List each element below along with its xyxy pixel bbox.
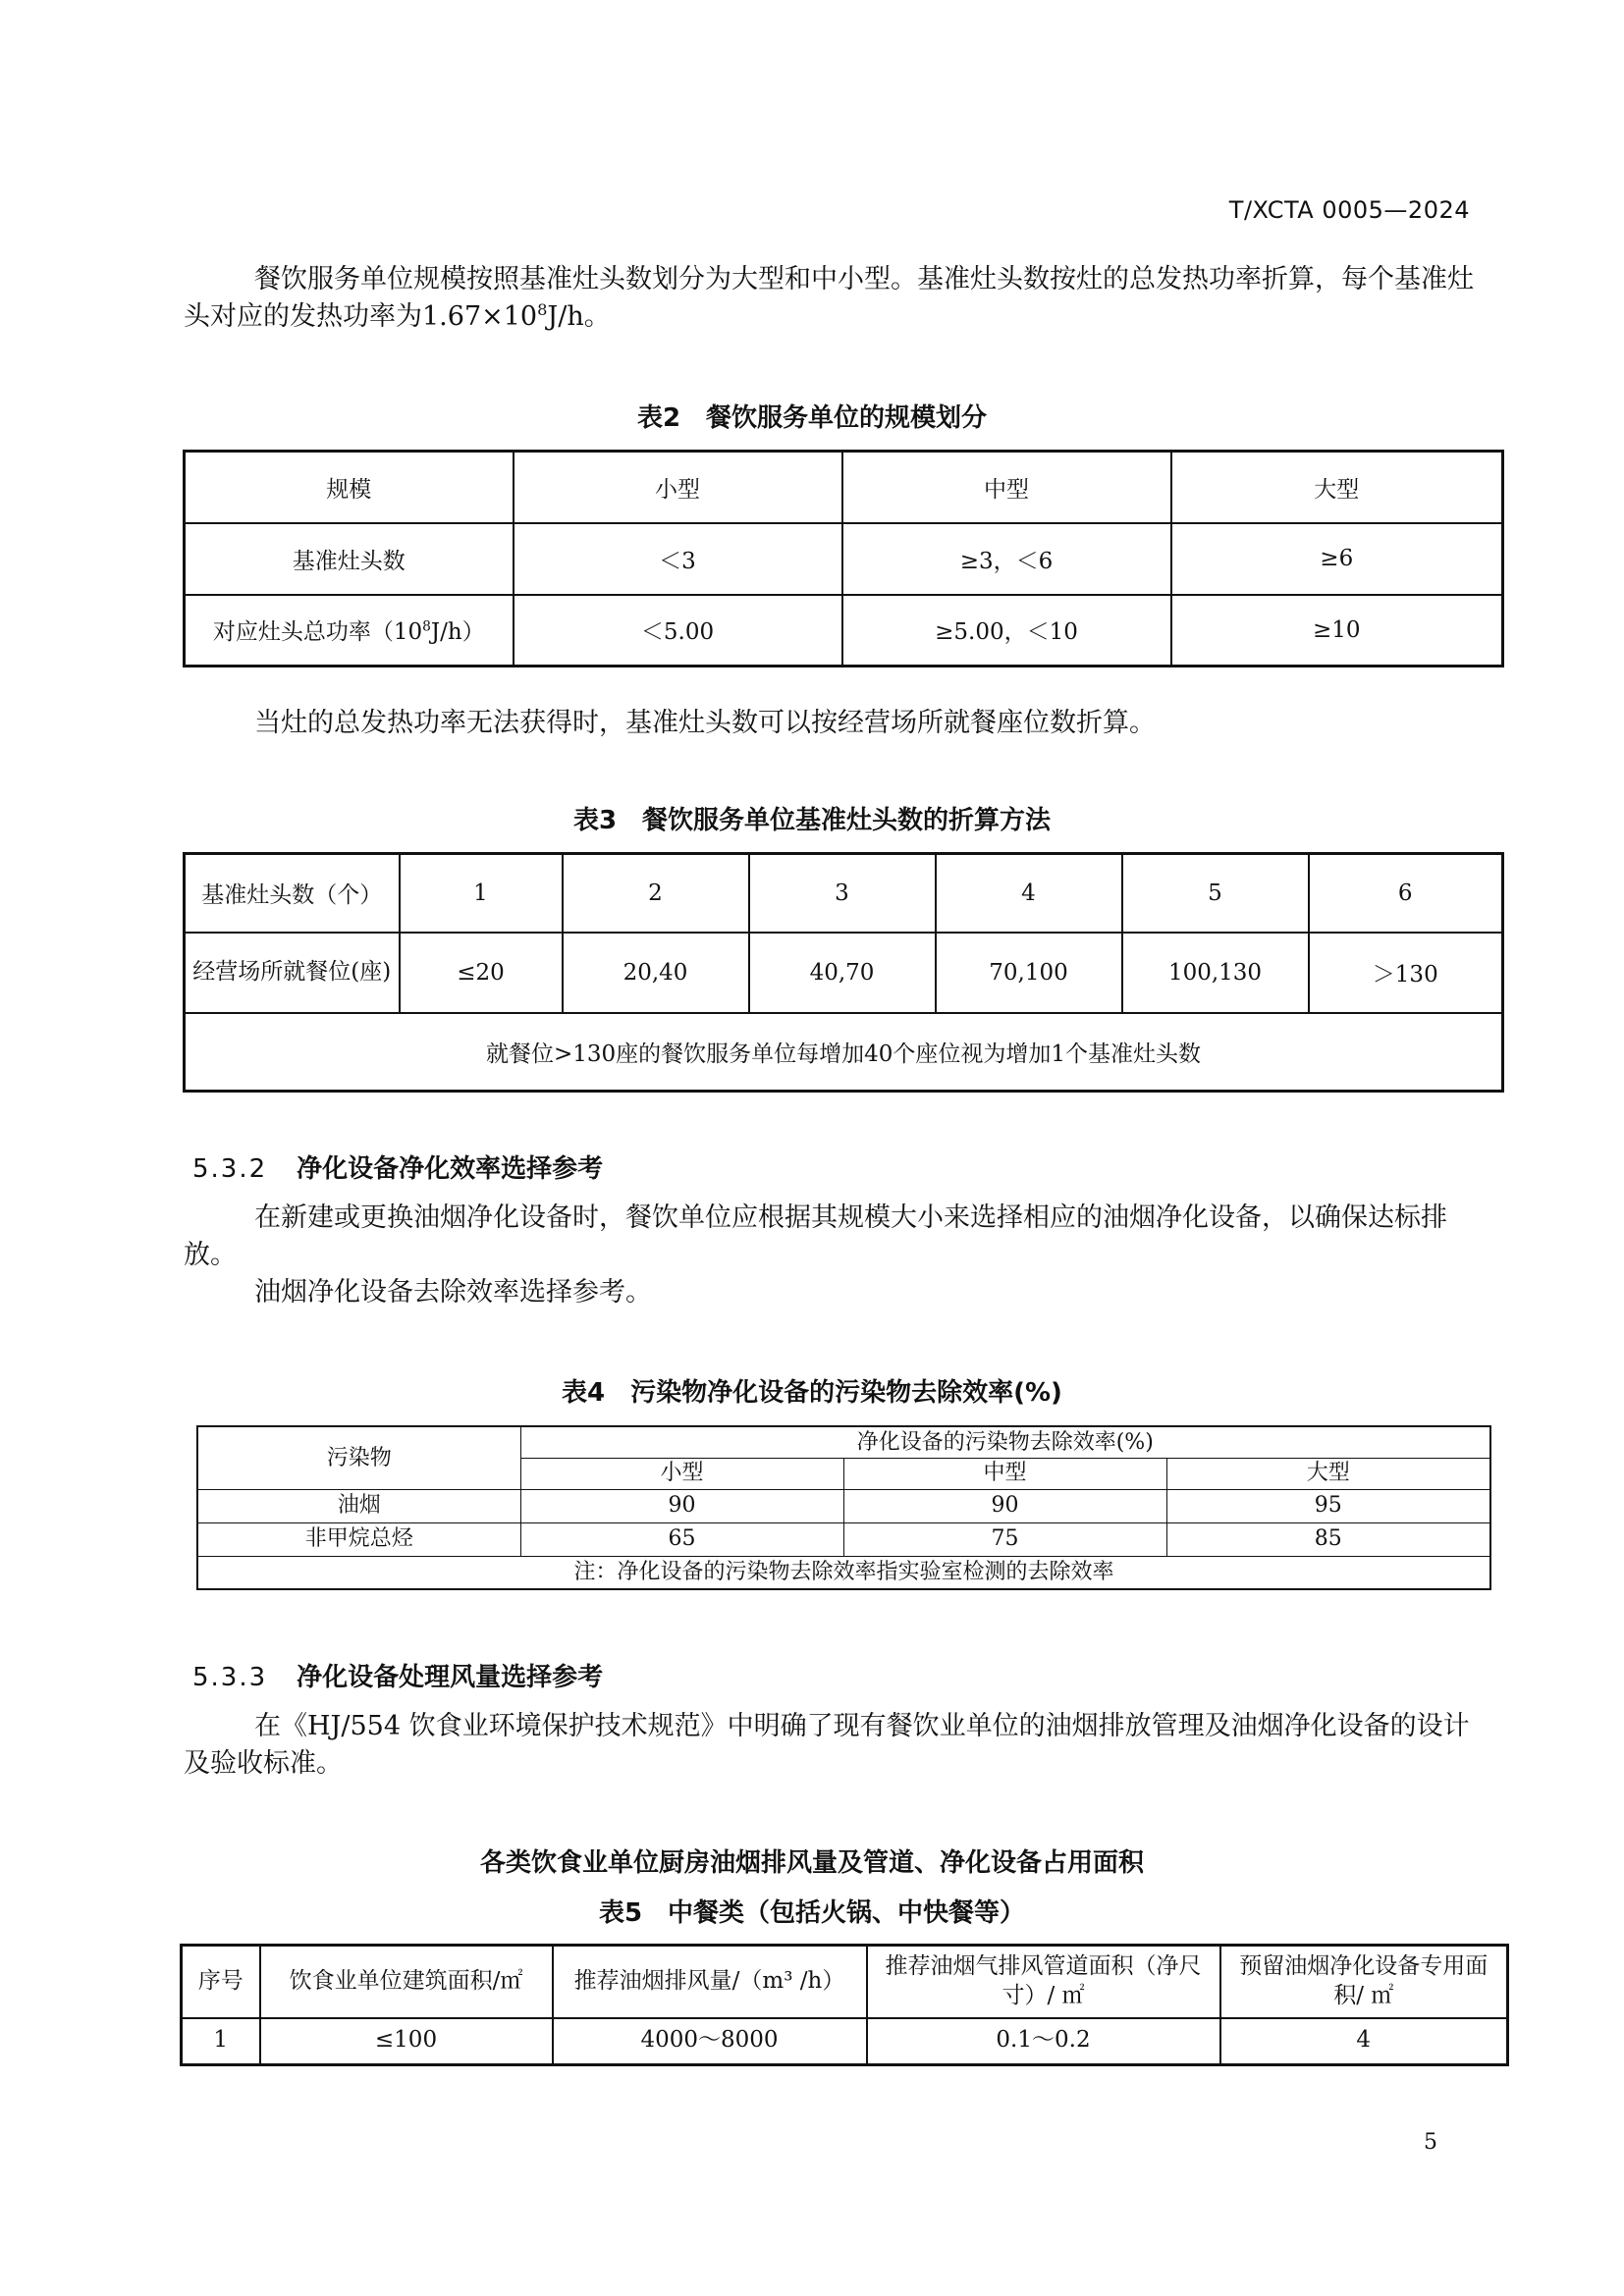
table-cell: ＜5.00 xyxy=(514,595,842,667)
table-cell: 20,40 xyxy=(563,933,749,1013)
table-header-cell: 序号 xyxy=(182,1946,260,2018)
table-header-cell: 污染物 xyxy=(197,1426,520,1489)
table-cell: 90 xyxy=(843,1489,1166,1522)
table-note: 注：净化设备的污染物去除效率指实验室检测的去除效率 xyxy=(197,1556,1490,1589)
table-cell: 40,70 xyxy=(749,933,936,1013)
table-cell: 油烟 xyxy=(197,1489,520,1522)
table-row xyxy=(182,2018,1508,2065)
table-header-cell: 大型 xyxy=(1166,1458,1490,1489)
table-cell: 85 xyxy=(1166,1522,1490,1556)
table-cell: 6 xyxy=(1309,854,1503,933)
table2 xyxy=(183,450,1504,667)
table-cell: 2 xyxy=(563,854,749,933)
table-header-row xyxy=(182,1946,1508,2018)
table2-header-row xyxy=(185,452,1503,523)
table-cell: 95 xyxy=(1166,1489,1490,1522)
table-header-cell: 大型 xyxy=(1171,452,1503,523)
table-cell: 基准灶头数（个） xyxy=(185,854,400,933)
table-cell: 0.1～0.2 xyxy=(867,2018,1220,2065)
table5 xyxy=(180,1944,1509,2066)
table-cell: 对应灶头总功率$(10^8J/h)$ xyxy=(185,595,514,667)
table-cell: 4 xyxy=(936,854,1122,933)
table-header-cell: 小型 xyxy=(514,452,842,523)
page-number: 5 xyxy=(1424,2130,1437,2155)
table-header-cell: 小型 xyxy=(520,1458,843,1489)
table-cell: 基准灶头数 xyxy=(185,523,514,595)
table-header-cell: 推荐油烟排风量/（m³ /h） xyxy=(553,1946,867,2018)
conversion-paragraph: 当灶的总发热功率无法获得时，基准灶头数可以按经营场所就餐座位数折算。 xyxy=(254,708,1156,738)
table4-caption: 表4 污染物净化设备的污染物去除效率(%) xyxy=(562,1378,1062,1408)
table-header-row xyxy=(197,1426,1490,1458)
table-header-cell: 中型 xyxy=(843,1458,1166,1489)
table-cell: 70,100 xyxy=(936,933,1122,1013)
table-cell: 3 xyxy=(749,854,936,933)
table-cell: 1 xyxy=(182,2018,260,2065)
table-cell: 100,130 xyxy=(1122,933,1309,1013)
table-row xyxy=(197,1489,1490,1522)
table-cell: ＜3 xyxy=(514,523,842,595)
table-cell: ≥5.00，＜10 xyxy=(842,595,1171,667)
table-cell: 1 xyxy=(400,854,563,933)
table-note-row xyxy=(185,1013,1503,1092)
table-cell: ≥3，＜6 xyxy=(842,523,1171,595)
table-row xyxy=(197,1522,1490,1556)
table-cell: ≤20 xyxy=(400,933,563,1013)
table-cell: ≥10 xyxy=(1171,595,1503,667)
table-note: 就餐位>130座的餐饮服务单位每增加40个座位视为增加1个基准灶头数 xyxy=(185,1013,1503,1092)
table-header-cell: 预留油烟净化设备专用面积/ ㎡ xyxy=(1220,1946,1508,2018)
table-cell: 4 xyxy=(1220,2018,1508,2065)
table-row xyxy=(185,933,1503,1013)
table-cell: ≤100 xyxy=(260,2018,553,2065)
section-5-3-3-paragraph: 在《HJ/554 饮食业环境保护技术规范》中明确了现有餐饮业单位的油烟排放管理及油烟净化设备的设计及验收标准。 xyxy=(184,1711,1470,1779)
table-cell: ≥6 xyxy=(1171,523,1503,595)
table-header-cell: 规模 xyxy=(185,452,514,523)
table5-caption: 表5 中餐类（包括火锅、中快餐等） xyxy=(598,1898,1026,1928)
section-5-3-2-paragraph: 在新建或更换油烟净化设备时，餐饮单位应根据其规模大小来选择相应的油烟净化设备，以确保达标排放。 xyxy=(184,1202,1447,1270)
standard-number: T/XCTA 0005—2024 xyxy=(1228,196,1470,224)
intro-paragraph: 餐饮服务单位规模按照基准灶头数划分为大型和中小型。基准灶头数按灶的总发热功率折算，每个基准灶头对应的发热功率为$1.67\times 10^8J/h$。 xyxy=(184,264,1474,332)
table-cell: 90 xyxy=(520,1489,843,1522)
section-heading-5-3-3: 5.3.3 净化设备处理风量选择参考 xyxy=(192,1663,604,1692)
table-cell: 4000～8000 xyxy=(553,2018,867,2065)
table2-caption: 表2 餐饮服务单位的规模划分 xyxy=(636,403,988,433)
table-note-row xyxy=(197,1556,1490,1589)
table-header-cell: 净化设备的污染物去除效率(%) xyxy=(520,1426,1490,1458)
table4 xyxy=(196,1425,1491,1590)
table-header-cell: 中型 xyxy=(842,452,1171,523)
section-heading-5-3-2: 5.3.2 净化设备净化效率选择参考 xyxy=(192,1154,604,1184)
table-row xyxy=(185,854,1503,933)
table-cell: 经营场所就餐位(座) xyxy=(185,933,400,1013)
table5-title: 各类饮食业单位厨房油烟排风量及管道、净化设备占用面积 xyxy=(479,1848,1144,1878)
table-row xyxy=(185,523,1503,595)
table-header-cell: 饮食业单位建筑面积/㎡ xyxy=(260,1946,553,2018)
table3-caption: 表3 餐饮服务单位基准灶头数的折算方法 xyxy=(572,806,1052,835)
table-cell: 75 xyxy=(843,1522,1166,1556)
table-cell: 65 xyxy=(520,1522,843,1556)
table-cell: 5 xyxy=(1122,854,1309,933)
table-cell: 非甲烷总烃 xyxy=(197,1522,520,1556)
table-header-cell: 推荐油烟气排风管道面积（净尺寸）/ ㎡ xyxy=(867,1946,1220,2018)
table-row xyxy=(185,595,1503,667)
section-5-3-2-paragraph-2: 油烟净化设备去除效率选择参考。 xyxy=(254,1277,652,1308)
table3 xyxy=(183,852,1504,1093)
table-cell: ＞130 xyxy=(1309,933,1503,1013)
